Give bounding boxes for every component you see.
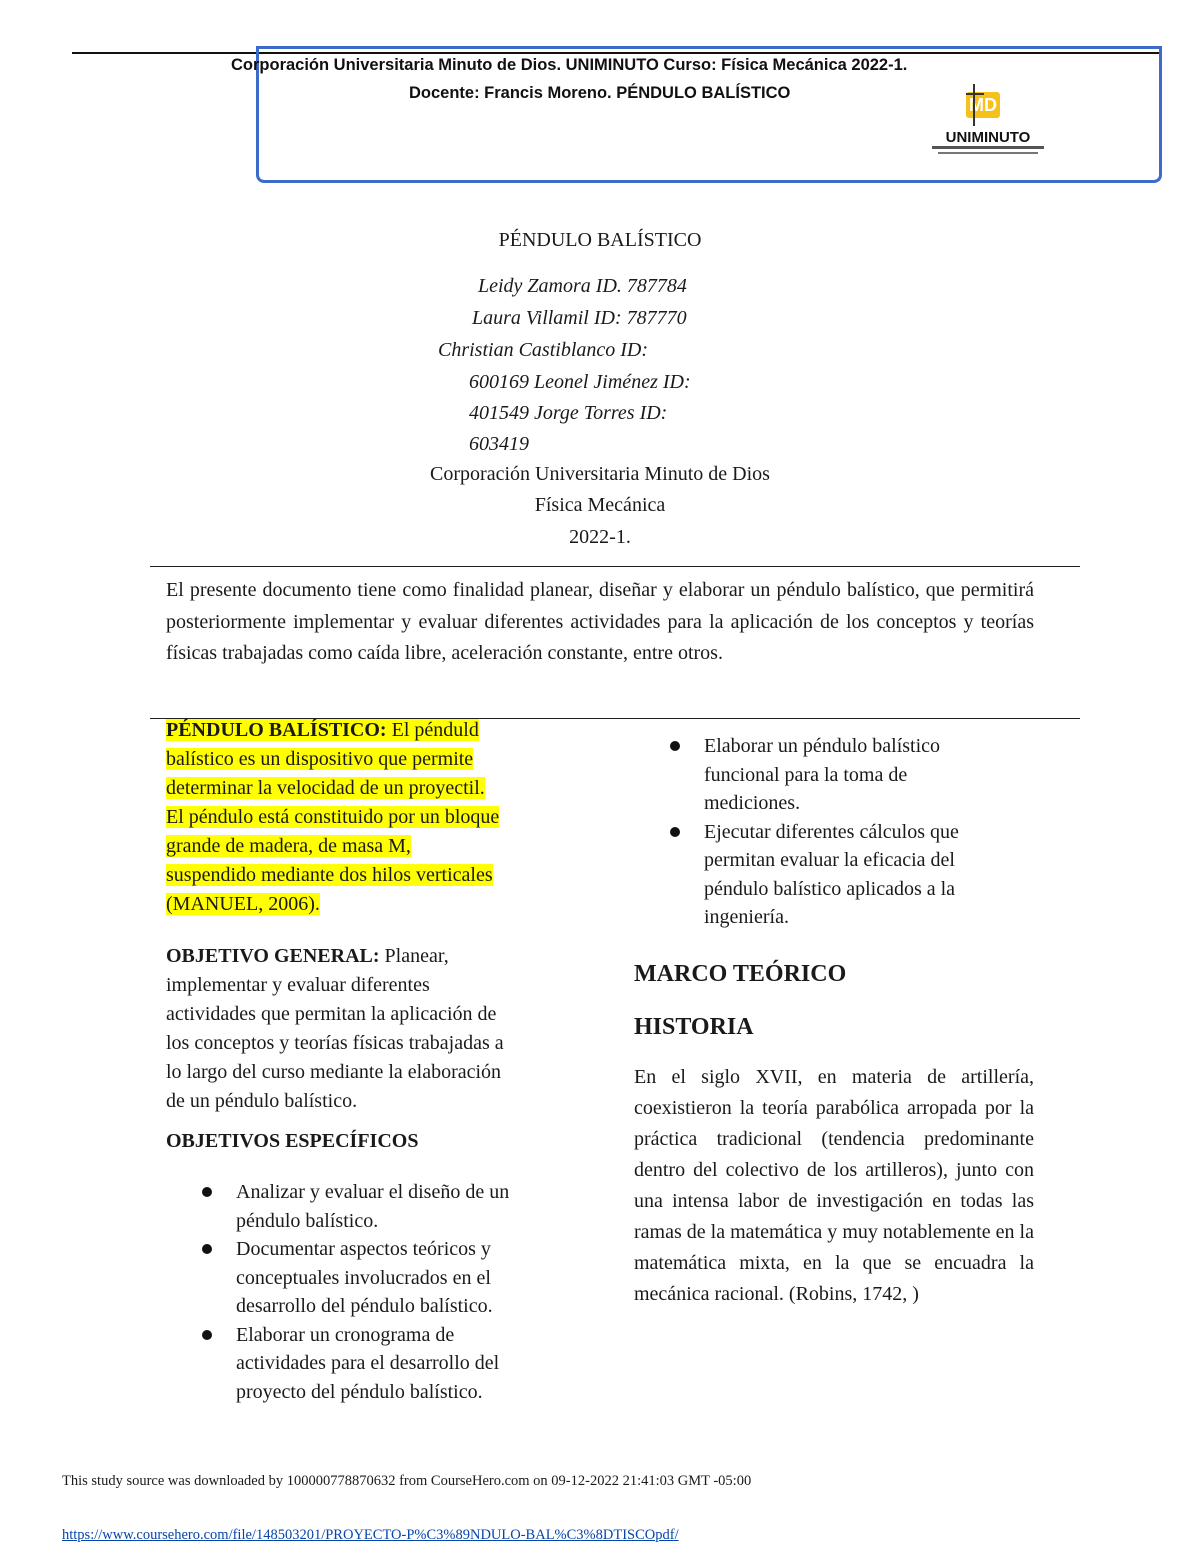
historia-paragraph: En el siglo XVII, en materia de artillería, coexistieron la teoría parabólica arropada por la práctica tradicional (tendencia predominante dentro del colectivo de los artilleros), junto con una intensa labor de investigación en todas las ramas de la matemática y muy notablemente en la matemática mixta, en la que se encuadra la mecánica racional. (Robins, 1742, ) <box>634 1066 1034 1305</box>
marco-teorico-heading: MARCO TEÓRICO <box>634 961 847 987</box>
definition-line: El pénduld <box>386 719 479 741</box>
header-line-2: Docente: Francis Moreno. PÉNDULO BALÍSTICO <box>409 84 791 102</box>
institution-name: Corporación Universitaria Minuto de Dios <box>430 463 770 485</box>
list-item-line: actividades para el desarrollo del <box>236 1352 500 1374</box>
definition-line: suspendido mediante dos hilos verticales <box>166 864 493 886</box>
list-item-line: desarrollo del péndulo balístico. <box>236 1295 493 1317</box>
general-objective-line: Planear, <box>379 945 449 967</box>
bullet-icon <box>202 1330 212 1340</box>
footer-link[interactable]: https://www.coursehero.com/file/148503201/PROYECTO-P%C3%89NDULO-BAL%C3%8DTISCOpdf/ <box>62 1527 679 1543</box>
logo-text: UNIMINUTO <box>945 129 1031 146</box>
list-item-line: Analizar y evaluar el diseño de un <box>236 1181 510 1203</box>
general-objective-line: actividades que permitan la aplicación de <box>166 1003 497 1025</box>
historia-heading: HISTORIA <box>634 1014 754 1040</box>
list-item <box>166 1235 586 1321</box>
list-item-line: ingeniería. <box>704 906 789 928</box>
list-item-line: mediciones. <box>704 792 801 814</box>
specific-objectives-left-list <box>166 1178 586 1406</box>
list-item-line: péndulo balístico. <box>236 1209 379 1232</box>
list-item-line: proyecto del péndulo balístico. <box>236 1380 483 1403</box>
list-item-line: Elaborar un cronograma de <box>236 1323 455 1346</box>
list-item-line: Ejecutar diferentes cálculos que <box>704 820 959 843</box>
author-line-1: Leidy Zamora ID. 787784 <box>478 275 687 297</box>
list-item-line: Elaborar un péndulo balístico <box>704 735 941 757</box>
list-item <box>166 1321 586 1407</box>
bullet-icon <box>670 741 680 751</box>
author-line-2: Laura Villamil ID: 787770 <box>472 307 687 329</box>
general-objective-block <box>166 942 566 1116</box>
author-line-3: Christian Castiblanco ID: <box>438 339 649 361</box>
list-item-line: permitan evaluar la eficacia del <box>704 849 955 871</box>
specific-objectives-title: OBJETIVOS ESPECÍFICOS <box>166 1130 419 1152</box>
list-item-line: funcional para la toma de <box>704 763 908 786</box>
definition-line: El péndulo está constituido por un bloque <box>166 806 500 828</box>
footer-source-note: This study source was downloaded by 100000778870632 from CourseHero.com on 09-12-2022 21:41:03 GMT -05:00 <box>62 1473 752 1489</box>
general-objective-line: lo largo del curso mediante la elaboración <box>166 1061 502 1083</box>
list-item <box>634 818 1054 932</box>
bullet-icon <box>202 1187 212 1197</box>
list-item <box>166 1178 586 1235</box>
list-item-line: conceptuales involucrados en el <box>236 1266 491 1289</box>
author-line-5: 401549 Jorge Torres ID: <box>469 402 668 424</box>
uniminuto-logo <box>928 80 1048 160</box>
header-line-1: Corporación Universitaria Minuto de Dios. UNIMINUTO Curso: Física Mecánica 2022-1. <box>231 56 908 74</box>
document-title: PÉNDULO BALÍSTICO <box>498 229 702 251</box>
general-objective-line: implementar y evaluar diferentes <box>166 974 430 996</box>
list-item-line: péndulo balístico aplicados a la <box>704 877 956 900</box>
list-item <box>634 732 1054 818</box>
definition-line: balístico es un dispositivo que permite <box>166 748 474 770</box>
bullet-icon <box>670 827 680 837</box>
list-item-line: Documentar aspectos teóricos y <box>236 1238 491 1260</box>
bullet-icon <box>202 1244 212 1254</box>
abstract-paragraph: El presente documento tiene como finalidad planear, diseñar y elaborar un péndulo balístico, que permitirá posteriormente implementar y evaluar diferentes actividades para la aplicación de los conceptos y teorías físicas trabajadas como caída libre, aceleración constante, entre otros. <box>166 579 1034 664</box>
general-objective-label: OBJETIVO GENERAL: <box>166 945 380 967</box>
logo-mark-text: MD <box>969 95 997 115</box>
definition-line: determinar la velocidad de un proyectil. <box>166 777 485 799</box>
definition-line: grande de madera, de masa M, <box>166 835 411 857</box>
definition-line: (MANUEL, 2006). <box>166 893 320 915</box>
course-name: Física Mecánica <box>534 494 666 516</box>
period: 2022-1. <box>569 526 631 548</box>
divider-top <box>150 566 1080 567</box>
author-line-6: 603419 <box>469 433 529 455</box>
definition-block <box>166 716 566 919</box>
general-objective-line: de un péndulo balístico. <box>166 1090 358 1112</box>
author-line-4: 600169 Leonel Jiménez ID: <box>469 371 691 393</box>
general-objective-line: los conceptos y teorías físicas trabajadas a <box>166 1032 504 1054</box>
specific-objectives-right-list <box>634 732 1054 932</box>
definition-label: PÉNDULO BALÍSTICO: <box>166 719 387 741</box>
